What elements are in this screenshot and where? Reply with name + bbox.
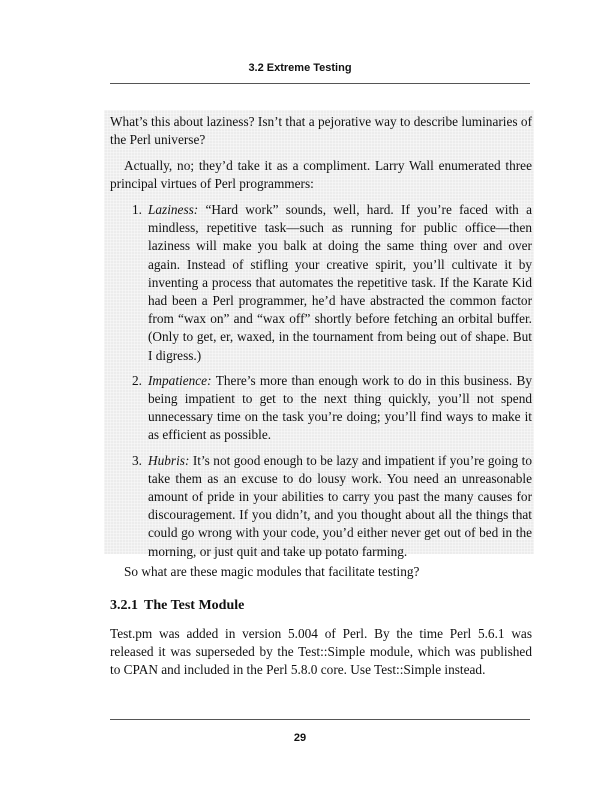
virtue-item-impatience	[132, 372, 532, 445]
sidebar-answer-intro: Actually, no; they’d take it as a compliment. Larry Wall enumerated three principal virtues of Perl programmers:	[110, 158, 532, 192]
virtue-item-hubris	[132, 452, 532, 561]
virtue-number: 1.	[132, 202, 142, 217]
virtue-text: It’s not good enough to be lazy and impatient if you’re going to take them as an excuse to do lousy work. You need an unreasonable amount of pride in your abilities to carry you past the many causes for discouragement. If you didn’t, and you thought about all the things that could go wrong with your code, you’d either never get out of bed in the morning, or just quit and take up potato farming.	[148, 452, 532, 559]
section-paragraph: Test.pm was added in version 5.004 of Perl. By the time Perl 5.6.1 was released it was superseded by the Test::Simple module, which was published to CPAN and included in the Perl 5.8.0 core. Use Test::Simple instead.	[110, 626, 532, 678]
header-rule	[110, 83, 530, 84]
virtue-text: There’s more than enough work to do in this business. By being impatient to get to the next thing quickly, you’ll not spend unnecessary time on the task you’re doing; you’ll find ways to make it as efficient as possible.	[148, 372, 532, 443]
sidebar-question: What’s this about laziness? Isn’t that a pejorative way to describe luminaries of the Perl universe?	[110, 114, 532, 148]
footer-rule	[110, 719, 530, 720]
running-head: 3.2 Extreme Testing	[248, 62, 352, 74]
virtue-number: 3.	[132, 452, 142, 468]
virtue-item-laziness	[132, 201, 532, 365]
page-number: 29	[293, 732, 307, 744]
virtues-list	[132, 201, 532, 568]
virtue-number: 2.	[132, 372, 142, 388]
section-title: The Test Module	[144, 598, 245, 613]
section-number: 3.2.1	[110, 598, 138, 613]
transition-paragraph: So what are these magic modules that facilitate testing?	[124, 564, 420, 579]
virtue-text: “Hard work” sounds, well, hard. If you’re faced with a mindless, repetitive task—such as running for public office—then laziness will make you balk at doing the same thing over and over again. Instead of stifling your creative spirit, you’ll cultivate it by inventing a process that automates the repetitive task. If the Karate Kid had been a Perl programmer, he’d have abstracted the common factor from “wax on” and “wax off” shortly before fetching an orbital buffer. (Only to get, er, waxed, in the tournament from being out of shape. But I digress.)	[148, 202, 532, 363]
section-heading	[110, 598, 244, 614]
virtue-term: Hubris:	[148, 452, 193, 468]
virtue-term: Laziness:	[148, 202, 206, 217]
virtue-term: Impatience:	[148, 372, 216, 388]
